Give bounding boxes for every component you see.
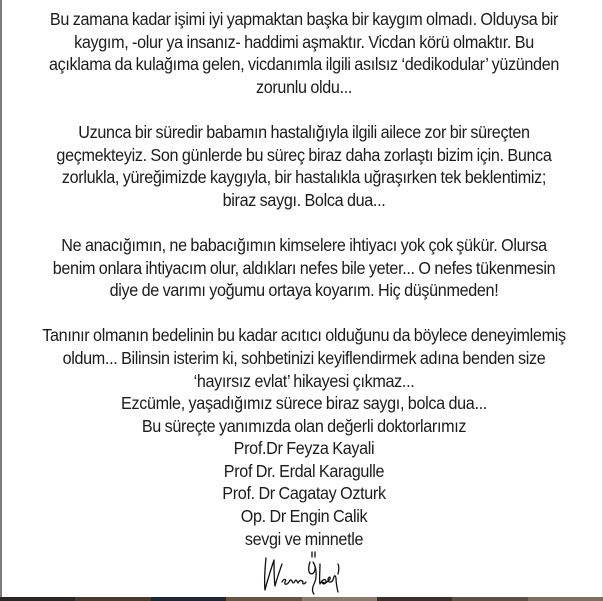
text-line: Ne anacığımın, ne babacığımın kimselere ihtiyacı yok çok şükür. Olursa xyxy=(61,234,547,255)
doctor-name: Prof.Dr Feyza Kayali xyxy=(233,438,375,459)
text-line: diye de varımı yoğumu ortaya koyarım. Hiç düşünmeden! xyxy=(109,280,499,301)
text-line: Bu zamana kadar işimi iyi yapmaktan başka bir kaygım olmadı. Olduysa bir xyxy=(49,9,559,29)
paragraph-1 xyxy=(22,8,586,98)
text-line: benim onlara ihtiyacım olur, aldıkları nefes bile yeter... O nefes tükenmesin xyxy=(52,257,556,278)
handwritten-signature-icon xyxy=(260,548,350,596)
text-line: zorunlu oldu... xyxy=(255,76,353,97)
text-line: ‘hayırsız evlat’ hikayesi çıkmaz... xyxy=(193,370,415,391)
paragraph-gap xyxy=(4,98,603,121)
doctor-name: Prof Dr. Erdal Karagulle xyxy=(223,460,385,481)
photo-strip xyxy=(0,597,603,601)
text-line: Uzunca bir süredir babamın hastalığıyla ilgili ailece zor bir süreçten xyxy=(78,121,530,142)
text-line: Ezcümle, yaşadığımız sürece biraz saygı, bolca dua... xyxy=(121,393,487,414)
text-line: Bu süreçte yanımızda olan değerli doktorlarımız xyxy=(141,415,467,436)
paragraph-3 xyxy=(22,234,586,302)
statement-text xyxy=(4,8,603,550)
text-line: kaygım, -olur ya insanız- haddimi aşmaktır. Vicdan körü olmaktır. Bu xyxy=(74,31,534,52)
doctor-name: Prof. Dr Cagatay Ozturk xyxy=(222,483,386,504)
paragraph-4 xyxy=(22,324,586,550)
text-line: oldum... Bilinsin isterim ki, sohbetinizi keyiflendirmek adına benden size xyxy=(62,347,546,368)
text-line: Tanınır olmanın bedelinin bu kadar acıtıcı olduğunu da böylece deneyimlemiş xyxy=(42,325,566,346)
text-line: açıklama da kulağıma gelen, vicdanımla ilgili asılsız ‘dedikodular’ yüzünden xyxy=(48,54,560,75)
text-line: geçmekteyiz. Son günlerde bu süreç biraz daha zorlaştı bizim için. Bunca xyxy=(56,144,552,165)
paragraph-gap xyxy=(4,302,603,325)
paragraph-2 xyxy=(22,121,586,211)
text-line: biraz saygı. Bolca dua... xyxy=(222,189,386,210)
text-line: zorlukla, yüreğimizde kaygıyla, bir hastalıkla uğraşırken tek beklentimiz; xyxy=(61,167,547,188)
doctor-name: Op. Dr Engin Calik xyxy=(240,506,368,527)
closing-line: sevgi ve minnetle xyxy=(244,528,364,549)
paragraph-gap xyxy=(4,211,603,234)
